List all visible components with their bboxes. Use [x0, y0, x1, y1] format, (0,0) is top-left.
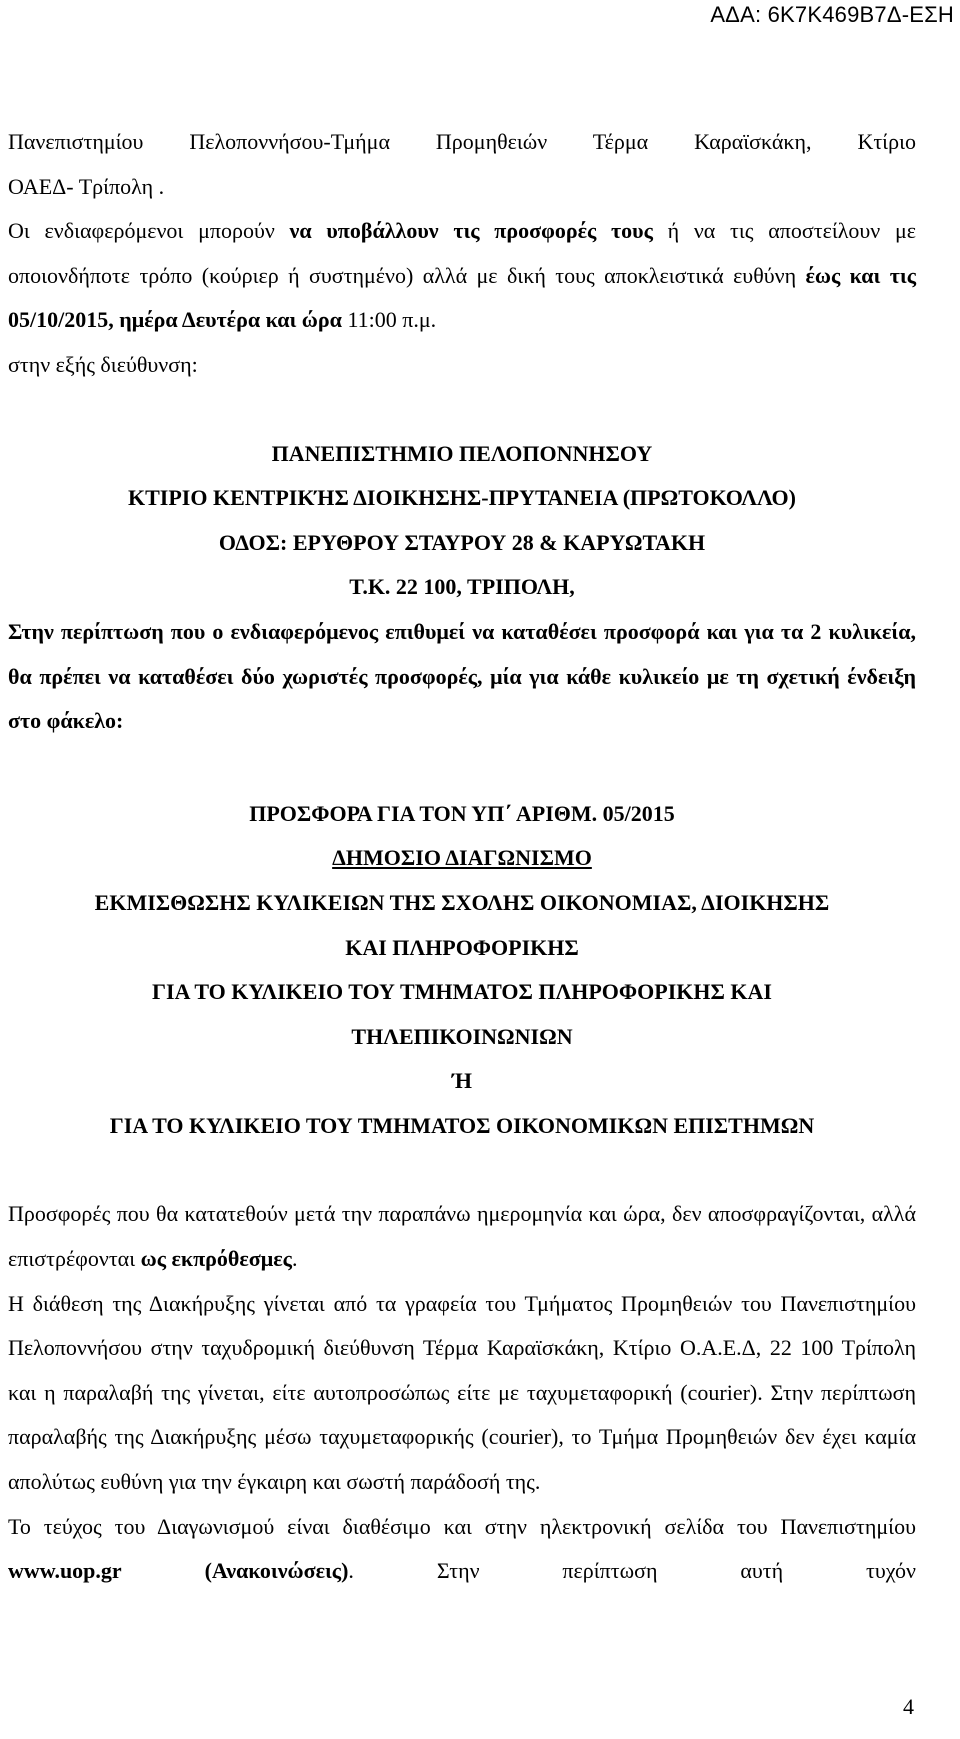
distribution-paragraph: Η διάθεση της Διακήρυξης γίνεται από τα γραφεία του Τμήματος Προμηθειών του Πανεπιστημίου Πελοποννήσου στην ταχυδρομική διεύθυνση Τέρμα Καραϊσκάκη, Κτίριο Ο.Α.Ε.Δ, 22 100 Τρίπολη και η παραλαβή της γίνεται, είτε αυτοπροσώπως είτε με ταχυμεταφορική (courier). Στην περίπτωση παραλαβής της Διακήρυξης μέσω ταχυμεταφορικής (courier), το Τμήμα Προμηθειών δεν έχει καμία απολύτως ευθύνη για την έγκαιρη και σωστή παράδοσή της. [8, 1290, 916, 1495]
website-text-1: Το τεύχος του Διαγωνισμού είναι διαθέσιμο και στην ηλεκτρονική σελίδα του Πανεπιστημίου [8, 1513, 916, 1539]
two-canteens-paragraph: Στην περίπτωση που ο ενδιαφερόμενος επιθυμεί να καταθέσει προσφορά και για τα 2 κυλικεία, θα πρέπει να καταθέσει δύο χωριστές προσφορές, μία για κάθε κυλικείο με τη σχετική ένδειξη στο φάκελο: [8, 618, 916, 734]
late-offers-period: . [291, 1246, 298, 1272]
envelope-line-5: ΓΙΑ ΤΟ ΚΥΛΙΚΕΙΟ ΤΟΥ ΤΜΗΜΑΤΟΣ ΠΛΗΡΟΦΟΡΙΚΗΣ ΚΑΙ [152, 979, 772, 1005]
para1-line1: Πανεπιστημίου Πελοποννήσου-Τμήμα Προμηθειών Τέρμα Καραϊσκάκη, Κτίριο [8, 129, 916, 154]
para1-line2: ΟΑΕΔ- Τρίπολη . [8, 173, 165, 199]
address-line-1: ΠΑΝΕΠΙΣΤΗΜΙΟ ΠΕΛΟΠΟΝΝΗΣΟΥ [271, 440, 653, 466]
envelope-line-6: ΤΗΛΕΠΙΚΟΙΝΩΝΙΩΝ [351, 1023, 573, 1049]
envelope-line-7: Ή [451, 1068, 472, 1094]
address-line-4: Τ.Κ. 22 100, ΤΡΙΠΟΛΗ, [349, 574, 575, 600]
page-number: 4 [903, 1694, 914, 1719]
website-link[interactable]: www.uop.gr [8, 1558, 122, 1584]
submission-text-1: Οι ενδιαφερόμενοι μπορούν [8, 218, 290, 244]
late-offers-text: Προσφορές που θα κατατεθούν μετά την παραπάνω ημερομηνία και ώρα, δεν αποσφραγίζονται, αλλά επιστρέφονται [8, 1201, 916, 1272]
deadline-time: 11:00 π.μ. [341, 307, 437, 333]
announcements-label: (Ανακοινώσεις) [204, 1558, 349, 1584]
website-paragraph [8, 1505, 916, 1594]
submission-paragraph [8, 209, 916, 387]
submission-emphasis: να υποβάλλουν τις προσφορές τους [289, 218, 653, 244]
envelope-line-2: ΔΗΜΟΣΙΟ ΔΙΑΓΩΝΙΣΜΟ [332, 845, 592, 871]
ada-code: ΑΔΑ: 6Κ7Κ469Β7Δ-ΕΣΗ [710, 2, 954, 27]
document-body [8, 120, 916, 1594]
website-text-2: . Στην περίπτωση αυτή τυχόν [348, 1558, 917, 1584]
late-offers-emphasis: ως εκπρόθεσμες [140, 1246, 292, 1272]
address-line-3: ΟΔΟΣ: ΕΡΥΘΡΟΥ ΣΤΑΥΡΟΥ 28 & ΚΑΡΥΩΤΑΚΗ [218, 529, 706, 555]
envelope-line-3: ΕΚΜΙΣΘΩΣΗΣ ΚΥΛΙΚΕΙΩΝ ΤΗΣ ΣΧΟΛΗΣ ΟΙΚΟΝΟΜΙΑΣ, ΔΙΟΙΚΗΣΗΣ [94, 889, 830, 915]
envelope-line-1: ΠΡΟΣΦΟΡΑ ΓΙΑ ΤΟΝ ΥΠ΄ ΑΡΙΘΜ. 05/2015 [249, 800, 675, 826]
envelope-line-4: ΚΑΙ ΠΛΗΡΟΦΟΡΙΚΗΣ [345, 934, 579, 960]
late-offers-paragraph [8, 1192, 916, 1281]
deadline-date: έως και τις 05/10/2015, ημέρα Δευτέρα και ώρα [8, 262, 917, 333]
address-line-2: ΚΤΙΡΙΟ ΚΕΝΤΡΙΚΉΣ ΔΙΟΙΚΗΣΗΣ-ΠΡΥΤΑΝΕΙΑ (ΠΡΩΤΟΚΟΛΛΟ) [128, 485, 796, 511]
submission-text-2: ή να τις αποστείλουν με οποιονδήποτε τρόπο (κούριερ ή συστημένο) αλλά με δική τους αποκλειστικά ευθύνη [8, 218, 917, 288]
address-intro: στην εξής διεύθυνση: [8, 351, 198, 377]
envelope-line-8: ΓΙΑ ΤΟ ΚΥΛΙΚΕΙΟ ΤΟΥ ΤΜΗΜΑΤΟΣ ΟΙΚΟΝΟΜΙΚΩΝ ΕΠΙΣΤΗΜΩΝ [109, 1112, 815, 1138]
